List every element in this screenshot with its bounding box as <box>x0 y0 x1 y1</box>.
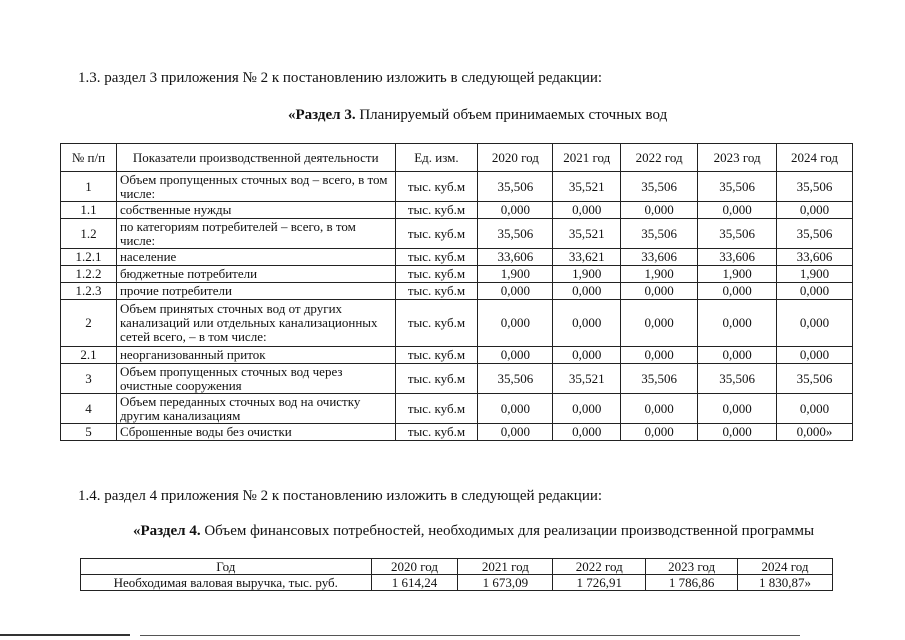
value-cell: 35,521 <box>553 172 621 202</box>
value-cell: 0,000 <box>621 424 698 441</box>
header-cell: 2020 год <box>478 144 553 172</box>
header-cell: 2021 год <box>553 144 621 172</box>
header-cell: Показатели производственной деятельности <box>116 144 395 172</box>
unit-cell: тыс. куб.м <box>395 394 478 424</box>
header-cell: 2024 год <box>777 144 853 172</box>
value-cell: 1,900 <box>553 266 621 283</box>
value-cell: 0,000» <box>777 424 853 441</box>
table-row <box>61 202 853 219</box>
value-cell: 0,000 <box>478 300 553 347</box>
footer-rule <box>140 635 800 636</box>
unit-cell: тыс. куб.м <box>395 172 478 202</box>
unit-cell: тыс. куб.м <box>395 266 478 283</box>
unit-cell: тыс. куб.м <box>395 219 478 249</box>
paragraph-1-4: 1.4. раздел 4 приложения № 2 к постановлению изложить в следующей редакции: <box>78 488 603 504</box>
row-number-cell: 2.1 <box>61 347 117 364</box>
indicator-cell: Сброшенные воды без очистки <box>116 424 395 441</box>
header-cell: Ед. изм. <box>395 144 478 172</box>
value-cell: 33,606 <box>698 249 777 266</box>
value-cell: 33,606 <box>478 249 553 266</box>
value-cell: 1,900 <box>698 266 777 283</box>
table-cell: 1 614,24 <box>371 575 458 591</box>
table-row <box>61 266 853 283</box>
table-cell: Необходимая валовая выручка, тыс. руб. <box>81 575 372 591</box>
table-row <box>61 219 853 249</box>
footer-rule <box>0 634 130 636</box>
value-cell: 0,000 <box>478 424 553 441</box>
value-cell: 33,606 <box>777 249 853 266</box>
value-cell: 0,000 <box>698 394 777 424</box>
wastewater-volume-table <box>60 143 853 441</box>
value-cell: 0,000 <box>777 300 853 347</box>
indicator-cell: Объем пропущенных сточных вод через очистные сооружения <box>116 364 395 394</box>
table-row <box>61 394 853 424</box>
value-cell: 0,000 <box>553 300 621 347</box>
value-cell: 35,506 <box>777 219 853 249</box>
value-cell: 35,506 <box>777 172 853 202</box>
value-cell: 35,506 <box>777 364 853 394</box>
header-cell: 2023 год <box>698 144 777 172</box>
table-cell: 1 786,86 <box>646 575 738 591</box>
value-cell: 1,900 <box>777 266 853 283</box>
row-number-cell: 1.2.2 <box>61 266 117 283</box>
section-4-heading-bold: «Раздел 4. <box>133 523 201 539</box>
value-cell: 35,506 <box>698 219 777 249</box>
row-number-cell: 3 <box>61 364 117 394</box>
value-cell: 0,000 <box>621 202 698 219</box>
table-header-row <box>81 559 833 575</box>
row-number-cell: 2 <box>61 300 117 347</box>
header-cell: 2023 год <box>646 559 738 575</box>
table-header-row <box>61 144 853 172</box>
header-cell: 2020 год <box>371 559 458 575</box>
unit-cell: тыс. куб.м <box>395 283 478 300</box>
value-cell: 33,621 <box>553 249 621 266</box>
value-cell: 35,506 <box>478 364 553 394</box>
value-cell: 0,000 <box>478 394 553 424</box>
table-row <box>61 172 853 202</box>
value-cell: 0,000 <box>553 347 621 364</box>
row-number-cell: 1.2 <box>61 219 117 249</box>
paragraph-1-3: 1.3. раздел 3 приложения № 2 к постановлению изложить в следующей редакции: <box>78 70 603 86</box>
header-cell: 2022 год <box>553 559 646 575</box>
value-cell: 1,900 <box>621 266 698 283</box>
unit-cell: тыс. куб.м <box>395 424 478 441</box>
value-cell: 35,521 <box>553 364 621 394</box>
table-row <box>81 575 833 591</box>
value-cell: 35,521 <box>553 219 621 249</box>
value-cell: 0,000 <box>777 394 853 424</box>
indicator-cell: бюджетные потребители <box>116 266 395 283</box>
indicator-cell: по категориям потребителей – всего, в том числе: <box>116 219 395 249</box>
row-number-cell: 4 <box>61 394 117 424</box>
header-cell: 2021 год <box>458 559 553 575</box>
indicator-cell: неорганизованный приток <box>116 347 395 364</box>
table-cell: 1 726,91 <box>553 575 646 591</box>
unit-cell: тыс. куб.м <box>395 300 478 347</box>
value-cell: 0,000 <box>698 202 777 219</box>
unit-cell: тыс. куб.м <box>395 202 478 219</box>
section-3-heading-text: Планируемый объем принимаемых сточных вод <box>355 107 668 123</box>
value-cell: 0,000 <box>553 283 621 300</box>
row-number-cell: 5 <box>61 424 117 441</box>
value-cell: 35,506 <box>698 172 777 202</box>
indicator-cell: прочие потребители <box>116 283 395 300</box>
section-4-heading <box>133 523 814 540</box>
header-cell: 2024 год <box>738 559 833 575</box>
indicator-cell: население <box>116 249 395 266</box>
value-cell: 0,000 <box>777 347 853 364</box>
value-cell: 35,506 <box>621 364 698 394</box>
value-cell: 0,000 <box>553 202 621 219</box>
value-cell: 0,000 <box>698 424 777 441</box>
unit-cell: тыс. куб.м <box>395 347 478 364</box>
value-cell: 0,000 <box>621 283 698 300</box>
table-row <box>61 283 853 300</box>
table-row <box>61 249 853 266</box>
financial-needs-table <box>80 558 833 591</box>
value-cell: 0,000 <box>698 283 777 300</box>
row-number-cell: 1.2.3 <box>61 283 117 300</box>
value-cell: 35,506 <box>698 364 777 394</box>
section-3-heading <box>288 107 667 124</box>
value-cell: 0,000 <box>553 394 621 424</box>
value-cell: 33,606 <box>621 249 698 266</box>
table-cell: 1 673,09 <box>458 575 553 591</box>
value-cell: 0,000 <box>478 347 553 364</box>
table-cell: 1 830,87» <box>738 575 833 591</box>
value-cell: 0,000 <box>698 347 777 364</box>
value-cell: 1,900 <box>478 266 553 283</box>
indicator-cell: собственные нужды <box>116 202 395 219</box>
value-cell: 35,506 <box>478 172 553 202</box>
value-cell: 0,000 <box>621 347 698 364</box>
row-number-cell: 1 <box>61 172 117 202</box>
value-cell: 0,000 <box>478 202 553 219</box>
indicator-cell: Объем пропущенных сточных вод – всего, в том числе: <box>116 172 395 202</box>
unit-cell: тыс. куб.м <box>395 249 478 266</box>
header-cell: № п/п <box>61 144 117 172</box>
section-4-heading-text: Объем финансовых потребностей, необходимых для реализации производственной программы <box>200 523 815 539</box>
table-row <box>61 424 853 441</box>
row-number-cell: 1.1 <box>61 202 117 219</box>
value-cell: 0,000 <box>777 202 853 219</box>
value-cell: 0,000 <box>553 424 621 441</box>
unit-cell: тыс. куб.м <box>395 364 478 394</box>
table-row <box>61 347 853 364</box>
table-row <box>61 300 853 347</box>
header-cell: 2022 год <box>621 144 698 172</box>
value-cell: 35,506 <box>478 219 553 249</box>
value-cell: 0,000 <box>478 283 553 300</box>
value-cell: 35,506 <box>621 219 698 249</box>
value-cell: 0,000 <box>698 300 777 347</box>
indicator-cell: Объем переданных сточных вод на очистку другим канализациям <box>116 394 395 424</box>
indicator-cell: Объем принятых сточных вод от других канализаций или отдельных канализационных сетей всего, – в том числе: <box>116 300 395 347</box>
value-cell: 0,000 <box>777 283 853 300</box>
header-cell: Год <box>81 559 372 575</box>
value-cell: 0,000 <box>621 394 698 424</box>
value-cell: 0,000 <box>621 300 698 347</box>
row-number-cell: 1.2.1 <box>61 249 117 266</box>
value-cell: 35,506 <box>621 172 698 202</box>
table-row <box>61 364 853 394</box>
section-3-heading-bold: «Раздел 3. <box>288 107 356 123</box>
